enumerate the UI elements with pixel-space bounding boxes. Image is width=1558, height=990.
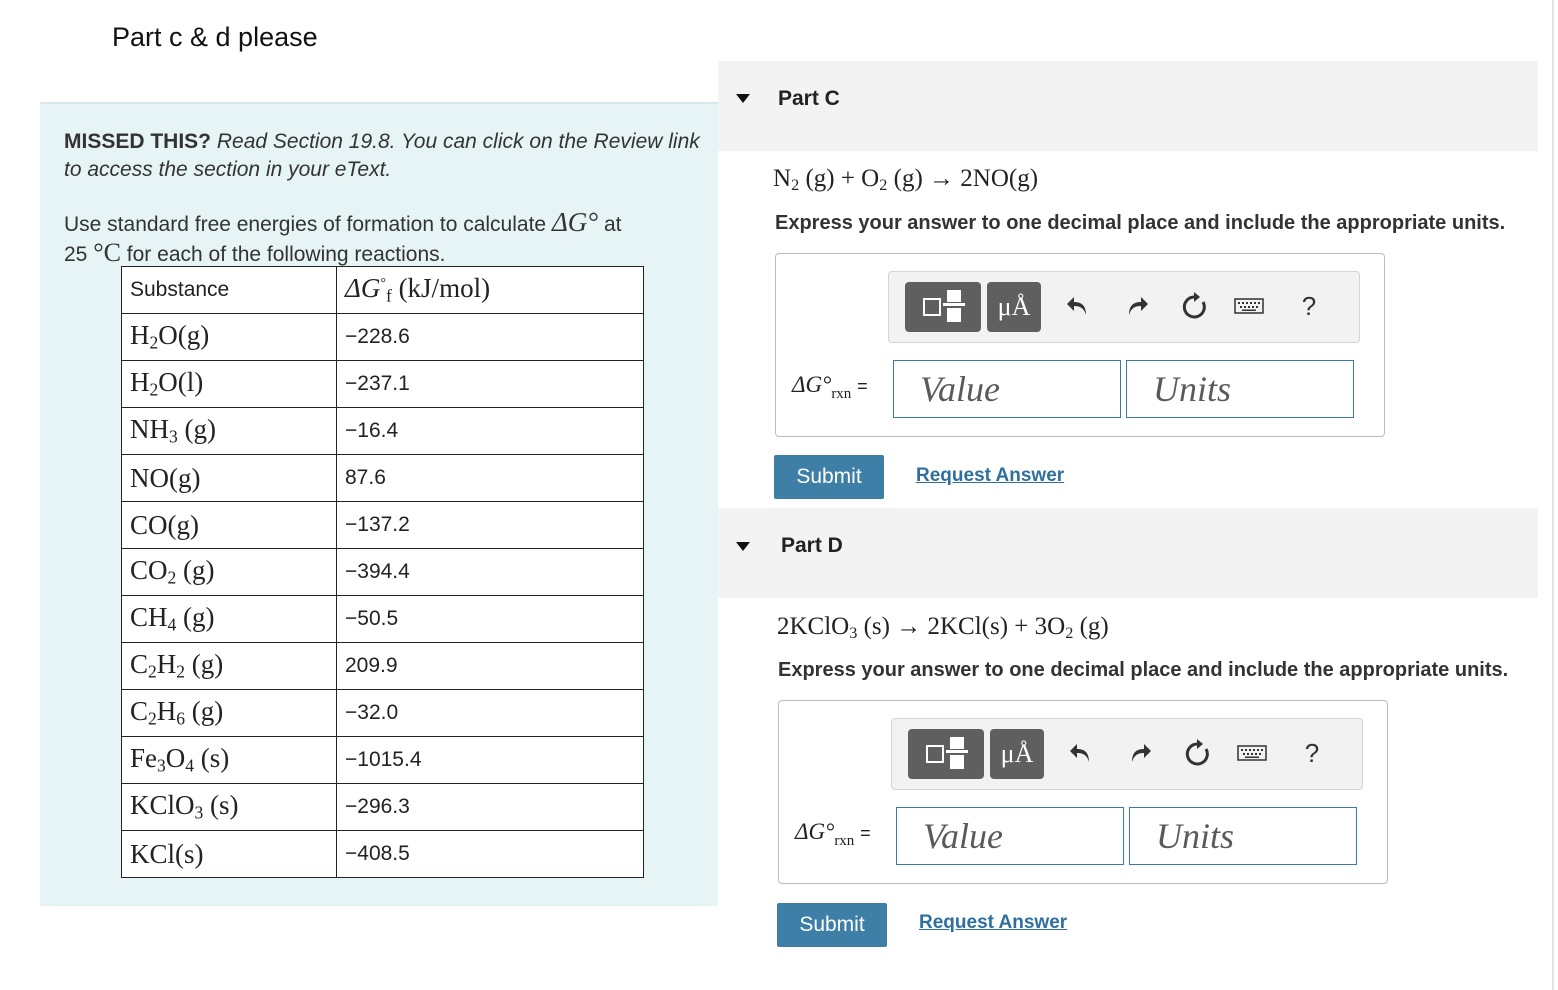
part-d-equation: 2KClO$_3$ $(s) \to 2KCl(s) + 3O_2$ (g) (777, 613, 1109, 643)
submit-button[interactable]: Submit (777, 903, 887, 947)
table-row (122, 361, 644, 408)
dg-symbol: ΔG° (795, 819, 835, 844)
keyboard-icon[interactable] (1234, 291, 1264, 321)
page-divider (1552, 0, 1554, 990)
instruction-post: for each of the following reactions. (126, 243, 446, 266)
rxn-subscript: rxn (834, 833, 855, 849)
instruction-pre: Use standard free energies of formation to calculate (64, 213, 547, 236)
table-row (122, 455, 644, 502)
request-answer-link[interactable]: Request Answer (919, 912, 1068, 933)
substance-cell: $H_2O(g)$ (122, 314, 337, 361)
hint-panel (40, 102, 718, 906)
redo-icon[interactable] (1124, 738, 1154, 768)
equals-sign: = (860, 823, 871, 843)
table-row (122, 314, 644, 361)
part-c-title: Part C (778, 87, 840, 110)
value-cell: −237.1 (337, 361, 644, 408)
part-d-answer-box (778, 700, 1388, 884)
value-field[interactable] (893, 360, 1121, 418)
substance-cell: $Fe_3O_4$ (s) (122, 737, 337, 784)
keyboard-icon[interactable] (1237, 738, 1267, 768)
templates-icon[interactable] (908, 729, 984, 779)
part-c-answer-box (775, 253, 1385, 437)
answer-toolbar (891, 718, 1363, 790)
substance-cell: KClO$_3$ (s) (122, 784, 337, 831)
dg-rxn-label (792, 372, 868, 402)
table-row (122, 596, 644, 643)
reset-icon[interactable] (1179, 291, 1209, 321)
undo-icon[interactable] (1064, 291, 1094, 321)
dg-symbol: ΔG° (792, 372, 832, 397)
header-dg-unit: (kJ/mol) (398, 273, 491, 304)
undo-icon[interactable] (1067, 738, 1097, 768)
dg-rxn-label (795, 819, 871, 849)
table-row (122, 737, 644, 784)
collapse-arrow-icon[interactable] (736, 94, 750, 103)
value-cell: −137.2 (337, 502, 644, 549)
value-cell: −228.6 (337, 314, 644, 361)
part-c-header[interactable] (718, 61, 1538, 151)
hint-text (64, 128, 704, 184)
rxn-subscript: rxn (831, 386, 852, 402)
header-dg-sub: f (385, 285, 392, 306)
part-d-title: Part D (781, 534, 843, 557)
substance-cell: $C_2H_2$ (g) (122, 643, 337, 690)
value-cell: −394.4 (337, 549, 644, 596)
header-dg: $\Delta G^\circ_f$ (kJ/mol) (337, 267, 644, 314)
value-cell: −408.5 (337, 831, 644, 878)
redo-icon[interactable] (1121, 291, 1151, 321)
substance-cell: CO(g) (122, 502, 337, 549)
free-energy-table (121, 266, 644, 878)
reset-icon[interactable] (1182, 738, 1212, 768)
part-c-instructions: Express your answer to one decimal place and include the appropriate units. (775, 212, 1506, 234)
substance-cell: NO(g) (122, 455, 337, 502)
equals-sign: = (857, 376, 868, 396)
instruction-text (64, 208, 704, 269)
substance-cell: $NH_3$ (g) (122, 408, 337, 455)
part-c-equation: $N_2$ $(g) + O_2$ (g) → 2NO(g) (773, 165, 1039, 195)
answer-toolbar (888, 271, 1360, 343)
value-cell: −296.3 (337, 784, 644, 831)
value-cell: −16.4 (337, 408, 644, 455)
table-row (122, 690, 644, 737)
request-answer-link[interactable]: Request Answer (916, 465, 1065, 486)
missed-label: MISSED THIS? (64, 130, 212, 153)
part-d-instructions: Express your answer to one decimal place and include the appropriate units. (778, 659, 1509, 681)
help-icon[interactable]: ? (1304, 738, 1320, 768)
table-row (122, 831, 644, 878)
read-section-text: Read Section 19.8. You can click on the Review link to access the section in your eText. (64, 130, 700, 181)
templates-icon[interactable] (905, 282, 981, 332)
delta-g-symbol: ΔG° (551, 207, 599, 237)
value-input[interactable] (894, 361, 1120, 417)
table-row (122, 502, 644, 549)
units-field[interactable] (1129, 807, 1357, 865)
table-header-row (122, 267, 644, 314)
value-input[interactable] (897, 808, 1123, 864)
table-row (122, 784, 644, 831)
help-icon[interactable]: ? (1301, 291, 1317, 321)
substance-cell: $H_2O(l)$ (122, 361, 337, 408)
part-d-header[interactable] (718, 508, 1538, 598)
substance-cell: KCl(s) (122, 831, 337, 878)
units-field[interactable] (1126, 360, 1354, 418)
substance-cell: $CO_2$ (g) (122, 549, 337, 596)
value-cell: −32.0 (337, 690, 644, 737)
value-cell: −1015.4 (337, 737, 644, 784)
submit-button[interactable]: Submit (774, 455, 884, 499)
substance-cell: $CH_4$ (g) (122, 596, 337, 643)
units-input[interactable] (1130, 808, 1356, 864)
value-cell: −50.5 (337, 596, 644, 643)
table-row (122, 408, 644, 455)
table-row (122, 643, 644, 690)
temperature-value: 25 (64, 243, 88, 266)
value-field[interactable] (896, 807, 1124, 865)
collapse-arrow-icon[interactable] (736, 542, 750, 551)
header-dg-symbol: ΔG (345, 273, 381, 304)
question-title: Part c & d please (112, 22, 318, 52)
table-row (122, 549, 644, 596)
units-icon[interactable]: μÅ (990, 729, 1044, 779)
value-cell: 209.9 (337, 643, 644, 690)
instruction-at: at (603, 213, 622, 236)
temperature-unit: °C (93, 238, 121, 267)
header-substance: Substance (122, 267, 337, 314)
units-icon[interactable]: μÅ (987, 282, 1041, 332)
value-cell: 87.6 (337, 455, 644, 502)
units-input[interactable] (1127, 361, 1353, 417)
substance-cell: $C_2H_6$ (g) (122, 690, 337, 737)
